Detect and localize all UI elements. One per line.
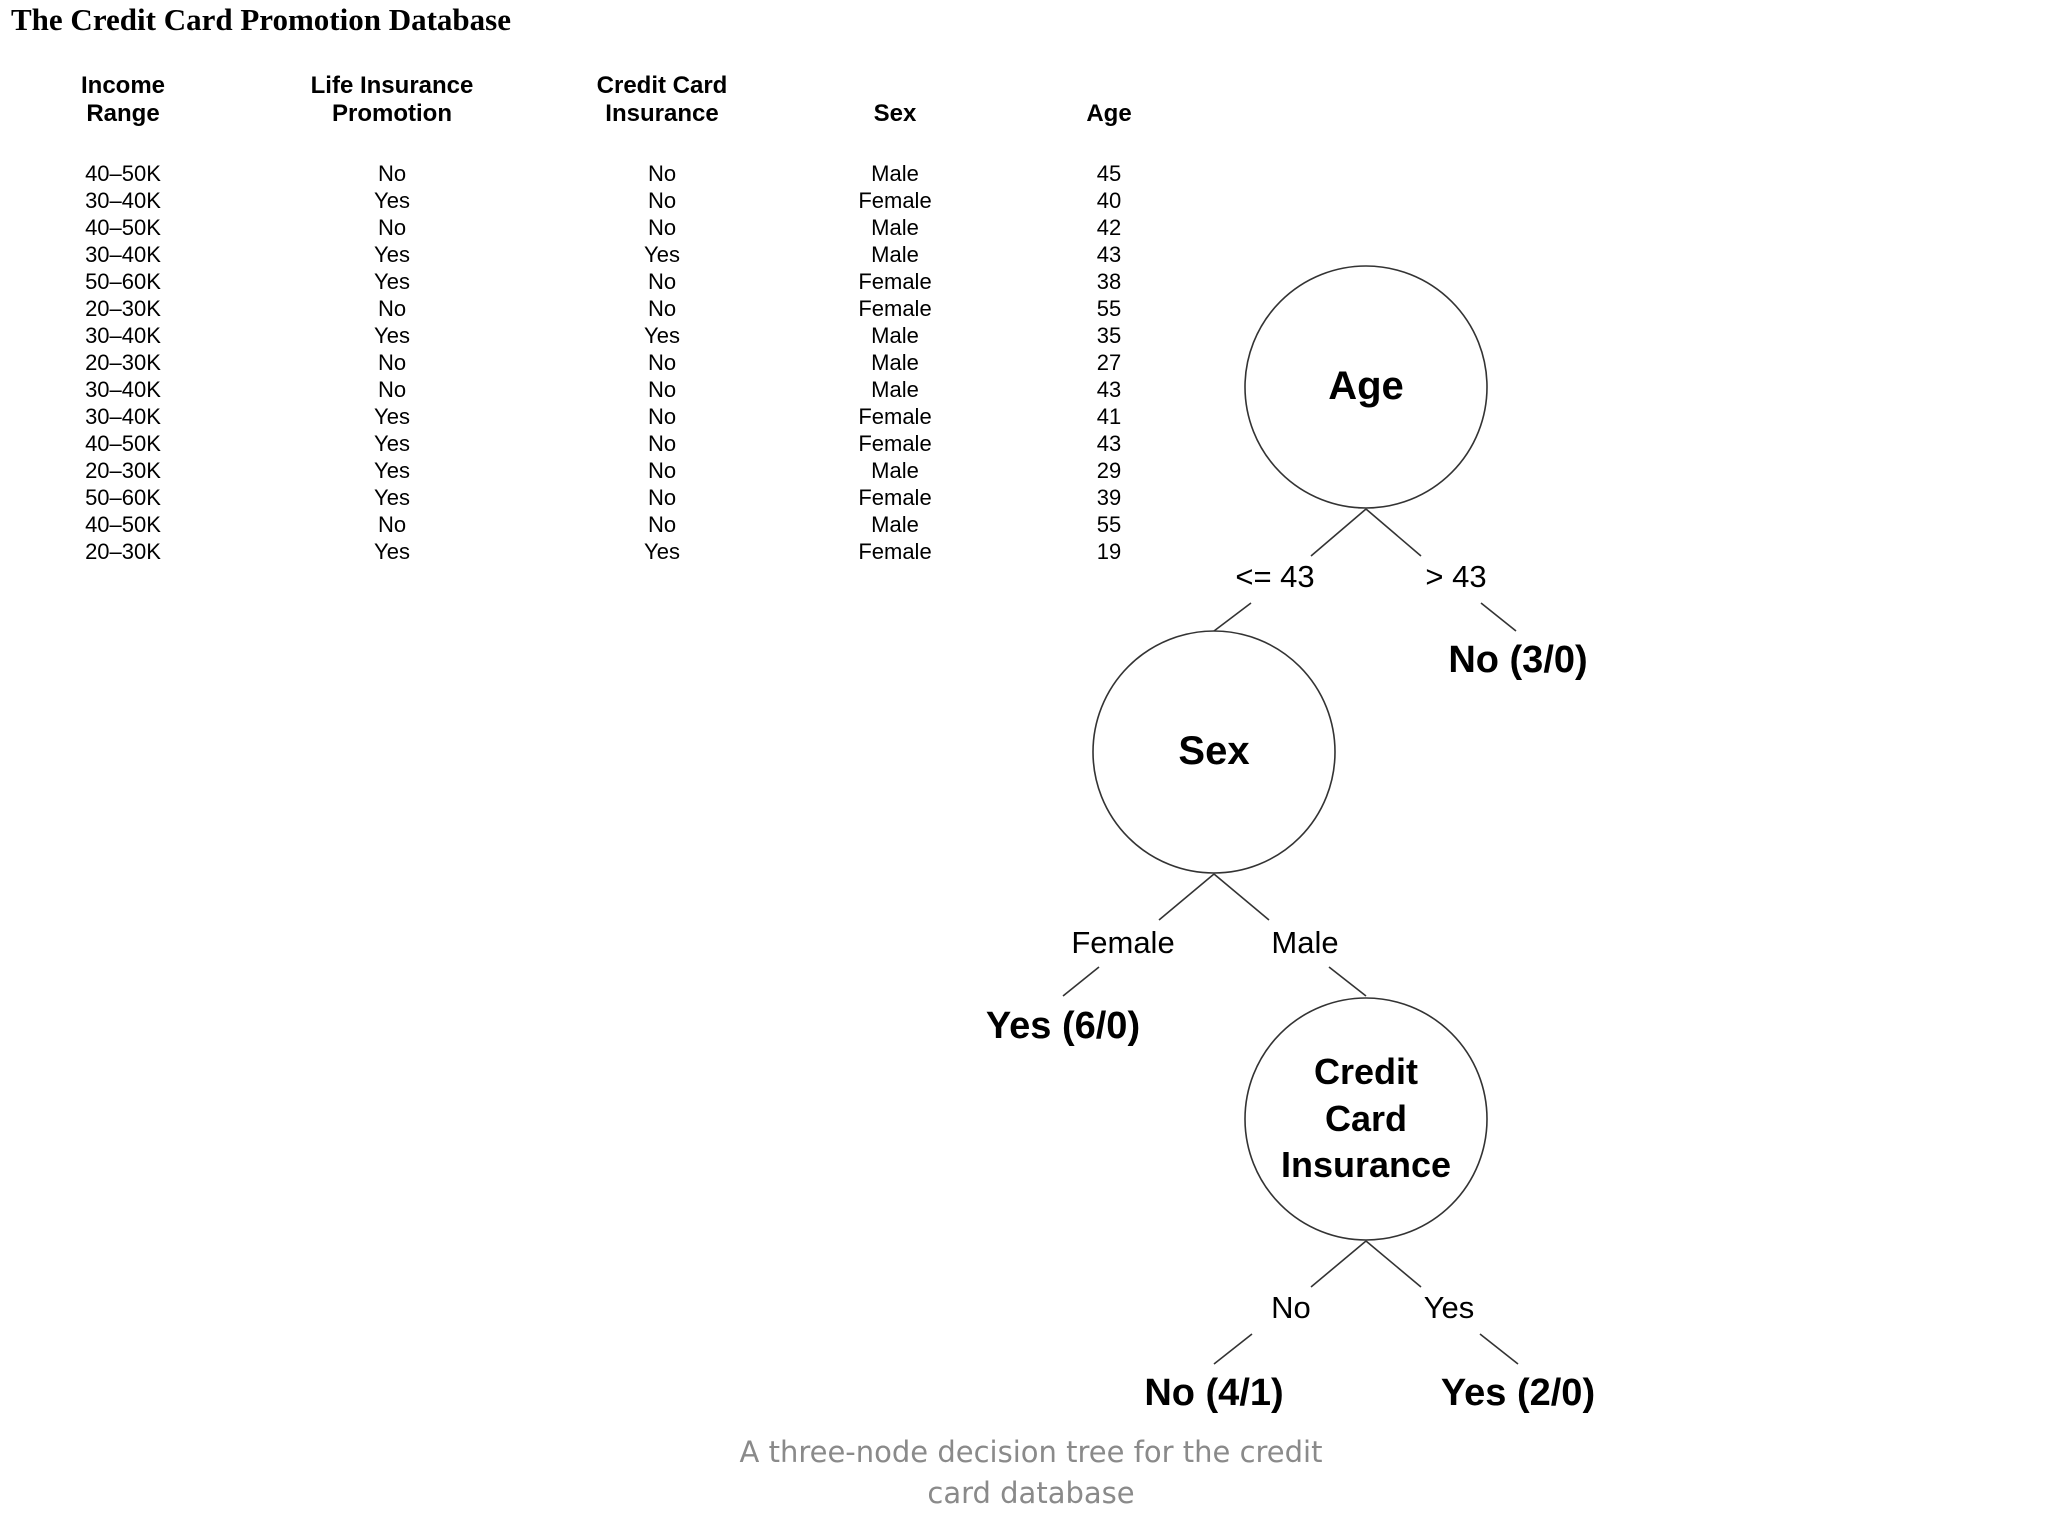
table-cell: 40: [1096, 188, 1122, 213]
table-cell: No: [377, 161, 407, 186]
cci-node-label-line-3: Insurance: [1280, 1144, 1452, 1185]
leaf-sex-female: Yes (6/0): [985, 1005, 1141, 1047]
table-cell: Male: [871, 512, 919, 537]
column-header-line-2: Insurance: [605, 100, 719, 127]
table-cell: Yes: [374, 242, 410, 267]
table-cell: No: [647, 485, 677, 510]
table-cell: No: [647, 458, 677, 483]
table-cell: Yes: [374, 269, 410, 294]
table-cell: No: [647, 377, 677, 402]
edge-line: [1366, 509, 1421, 556]
table-cell: Female: [858, 188, 932, 213]
figure-caption: [681, 1432, 1381, 1514]
table-cell: No: [377, 512, 407, 537]
column-header-line-2: Range: [86, 100, 160, 127]
table-cell: 20–30K: [85, 296, 161, 321]
table-cell: 40–50K: [85, 161, 161, 186]
table-cell: 43: [1096, 431, 1122, 456]
cci-node-label-line-2: Card: [1324, 1098, 1408, 1139]
branch-label-cci-yes: Yes: [1423, 1290, 1475, 1325]
table-cell: Male: [871, 350, 919, 375]
table-cell: 30–40K: [85, 242, 161, 267]
table-cell: Yes: [374, 539, 410, 564]
table-cell: No: [647, 161, 677, 186]
table-cell: No: [647, 269, 677, 294]
table-cell: 50–60K: [85, 269, 161, 294]
table-cell: Yes: [374, 188, 410, 213]
table-cell: Male: [871, 323, 919, 348]
table-cell: Female: [858, 485, 932, 510]
table-cell: Male: [871, 161, 919, 186]
edge-line: [1214, 603, 1251, 631]
table-cell: No: [377, 215, 407, 240]
table-cell: 30–40K: [85, 377, 161, 402]
leaf-cci-yes: Yes (2/0): [1440, 1372, 1596, 1414]
table-cell: No: [377, 296, 407, 321]
table-cell: Yes: [644, 242, 680, 267]
edge-line: [1366, 1241, 1421, 1287]
edge-line: [1159, 874, 1214, 920]
table-cell: No: [647, 512, 677, 537]
edge-line: [1311, 509, 1366, 556]
cci-node-label-line-1: Credit: [1313, 1051, 1419, 1092]
table-cell: 41: [1096, 404, 1122, 429]
table-cell: No: [647, 188, 677, 213]
caption-line-2: card database: [927, 1476, 1135, 1510]
edge-line: [1481, 603, 1516, 631]
table-cell: 55: [1096, 512, 1122, 537]
table-cell: No: [377, 350, 407, 375]
table-cell: Male: [871, 242, 919, 267]
column-header-line-1: Income: [80, 72, 166, 99]
table-cell: Yes: [374, 323, 410, 348]
table-cell: 30–40K: [85, 404, 161, 429]
table-cell: Female: [858, 296, 932, 321]
table-cell: 35: [1096, 323, 1122, 348]
table-cell: Female: [858, 539, 932, 564]
page-title: The Credit Card Promotion Database: [11, 2, 511, 37]
table-cell: 43: [1096, 377, 1122, 402]
table-cell: 39: [1096, 485, 1122, 510]
age-node-label: Age: [1328, 364, 1404, 408]
table-cell: No: [647, 431, 677, 456]
table-cell: Female: [858, 404, 932, 429]
column-header-line-2: Promotion: [332, 100, 452, 127]
edge-line: [1214, 1334, 1252, 1364]
table-cell: Yes: [374, 458, 410, 483]
branch-label-cci-no: No: [1271, 1290, 1311, 1325]
table-cell: 20–30K: [85, 458, 161, 483]
leaf-cci-no: No (4/1): [1144, 1372, 1284, 1414]
table-cell: 50–60K: [85, 485, 161, 510]
table-cell: Female: [858, 431, 932, 456]
table-cell: Male: [871, 377, 919, 402]
branch-label-age-le: <= 43: [1235, 559, 1315, 594]
edge-line: [1063, 967, 1099, 996]
table-cell: Yes: [374, 431, 410, 456]
table-cell: No: [647, 404, 677, 429]
table-cell: Yes: [374, 485, 410, 510]
table-cell: No: [377, 377, 407, 402]
table-cell: Yes: [644, 539, 680, 564]
table-cell: 29: [1096, 458, 1122, 483]
table-cell: No: [647, 215, 677, 240]
table-cell: 40–50K: [85, 512, 161, 537]
table-cell: 55: [1096, 296, 1122, 321]
sex-node-label: Sex: [1178, 729, 1250, 773]
leaf-age-gt: No (3/0): [1448, 639, 1588, 681]
edge-line: [1214, 874, 1269, 920]
table-cell: 42: [1096, 215, 1122, 240]
table-cell: 20–30K: [85, 539, 161, 564]
table-cell: 20–30K: [85, 350, 161, 375]
table-cell: 43: [1096, 242, 1122, 267]
edge-line: [1311, 1241, 1366, 1287]
table-cell: Female: [858, 269, 932, 294]
table-cell: 45: [1096, 161, 1122, 186]
column-header-line-2: Sex: [873, 100, 917, 127]
branch-label-sex-female: Female: [1071, 925, 1175, 960]
column-header-line-1: Life Insurance: [310, 72, 474, 99]
edge-line: [1329, 967, 1366, 996]
table-cell: 40–50K: [85, 431, 161, 456]
table-cell: Yes: [644, 323, 680, 348]
column-header-line-2: Age: [1086, 100, 1132, 127]
table-cell: 27: [1096, 350, 1122, 375]
table-cell: Male: [871, 215, 919, 240]
table-cell: Yes: [374, 404, 410, 429]
branch-label-sex-male: Male: [1271, 925, 1339, 960]
table-cell: Male: [871, 458, 919, 483]
table-cell: No: [647, 296, 677, 321]
caption-line-1: A three-node decision tree for the credit: [739, 1435, 1323, 1469]
table-cell: 40–50K: [85, 215, 161, 240]
edge-line: [1480, 1334, 1518, 1364]
table-cell: 30–40K: [85, 188, 161, 213]
table-cell: 38: [1096, 269, 1122, 294]
table-cell: 30–40K: [85, 323, 161, 348]
branch-label-age-gt: > 43: [1425, 559, 1487, 594]
table-cell: No: [647, 350, 677, 375]
table-cell: 19: [1096, 539, 1122, 564]
column-header-line-1: Credit Card: [596, 72, 728, 99]
